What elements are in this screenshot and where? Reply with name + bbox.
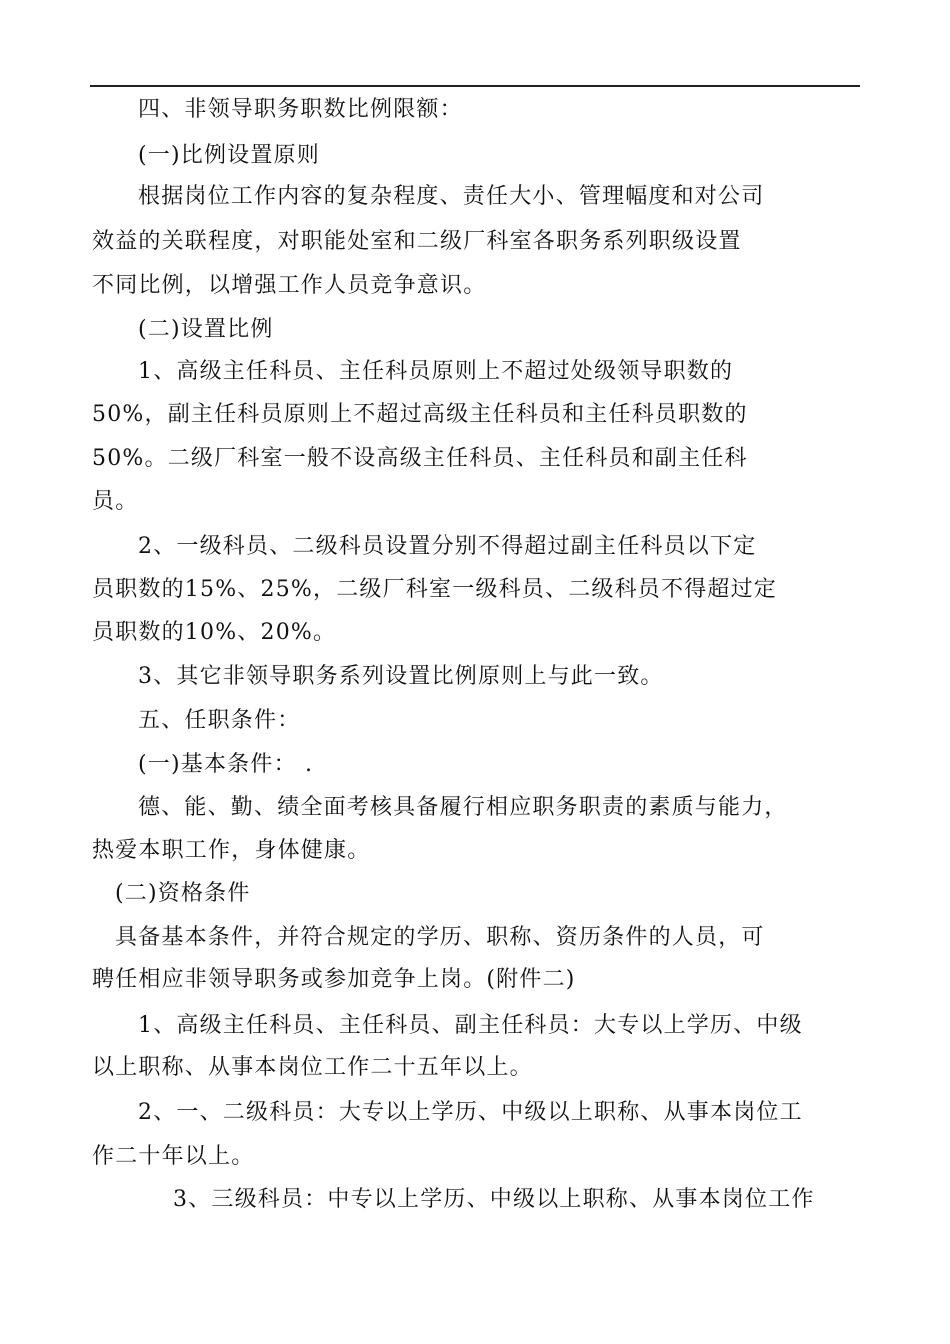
paragraph-line: 员职数的10%、20%。 [92, 620, 337, 645]
paragraph-line: 不同比例，以增强工作人员竞争意识。 [92, 273, 487, 298]
paragraph-line: 50%。二级厂科室一般不设高级主任科员、主任科员和副主任科 [92, 446, 748, 471]
paragraph-line: 1、高级主任科员、主任科员、副主任科员：大专以上学历、中级 [138, 1013, 803, 1038]
paragraph-line: 1、高级主任科员、主任科员原则上不超过处级领导职数的 [138, 359, 734, 384]
paragraph-line: 根据岗位工作内容的复杂程度、责任大小、管理幅度和对公司 [138, 184, 765, 209]
subsection-2-heading: (二)设置比例 [138, 317, 274, 342]
paragraph-line: 员职数的15%、25%，二级厂科室一级科员、二级科员不得超过定 [92, 577, 777, 602]
paragraph-line: 热爱本职工作，身体健康。 [92, 838, 371, 863]
paragraph-line: 效益的关联程度，对职能处室和二级厂科室各职务系列职级设置 [92, 229, 742, 254]
paragraph-line: 以上职称、从事本岗位工作二十五年以上。 [92, 1055, 533, 1080]
paragraph-line: 2、一级科员、二级科员设置分别不得超过副主任科员以下定 [138, 534, 757, 559]
paragraph-line: 3、其它非领导职务系列设置比例原则上与此一致。 [138, 664, 664, 689]
paragraph-line: 50%，副主任科员原则上不超过高级主任科员和主任科员职数的 [92, 402, 748, 427]
paragraph-line: 德、能、勤、绩全面考核具备履行相应职务职责的素质与能力， [138, 795, 788, 820]
paragraph-line: 3、三级科员：中专以上学历、中级以上职称、从事本岗位工作 [173, 1187, 815, 1212]
section-5-heading: 五、任职条件： [138, 708, 301, 733]
paragraph-line: 员。 [92, 489, 139, 514]
subsection-qualification-heading: (二)资格条件 [115, 881, 251, 906]
header-rule [90, 85, 860, 87]
paragraph-line: 2、一、二级科员：大专以上学历、中级以上职称、从事本岗位工 [138, 1100, 803, 1125]
paragraph-line: 具备基本条件，并符合规定的学历、职称、资历条件的人员，可 [115, 925, 765, 950]
section-4-heading: 四、非领导职务职数比例限额： [138, 97, 463, 122]
subsection-1-heading: (一)比例设置原则 [138, 143, 320, 168]
subsection-basic-heading: (一)基本条件： . [138, 752, 314, 777]
paragraph-line: 聘任相应非领导职务或参加竞争上岗。(附件二) [92, 967, 576, 992]
paragraph-line: 作二十年以上。 [92, 1144, 255, 1169]
